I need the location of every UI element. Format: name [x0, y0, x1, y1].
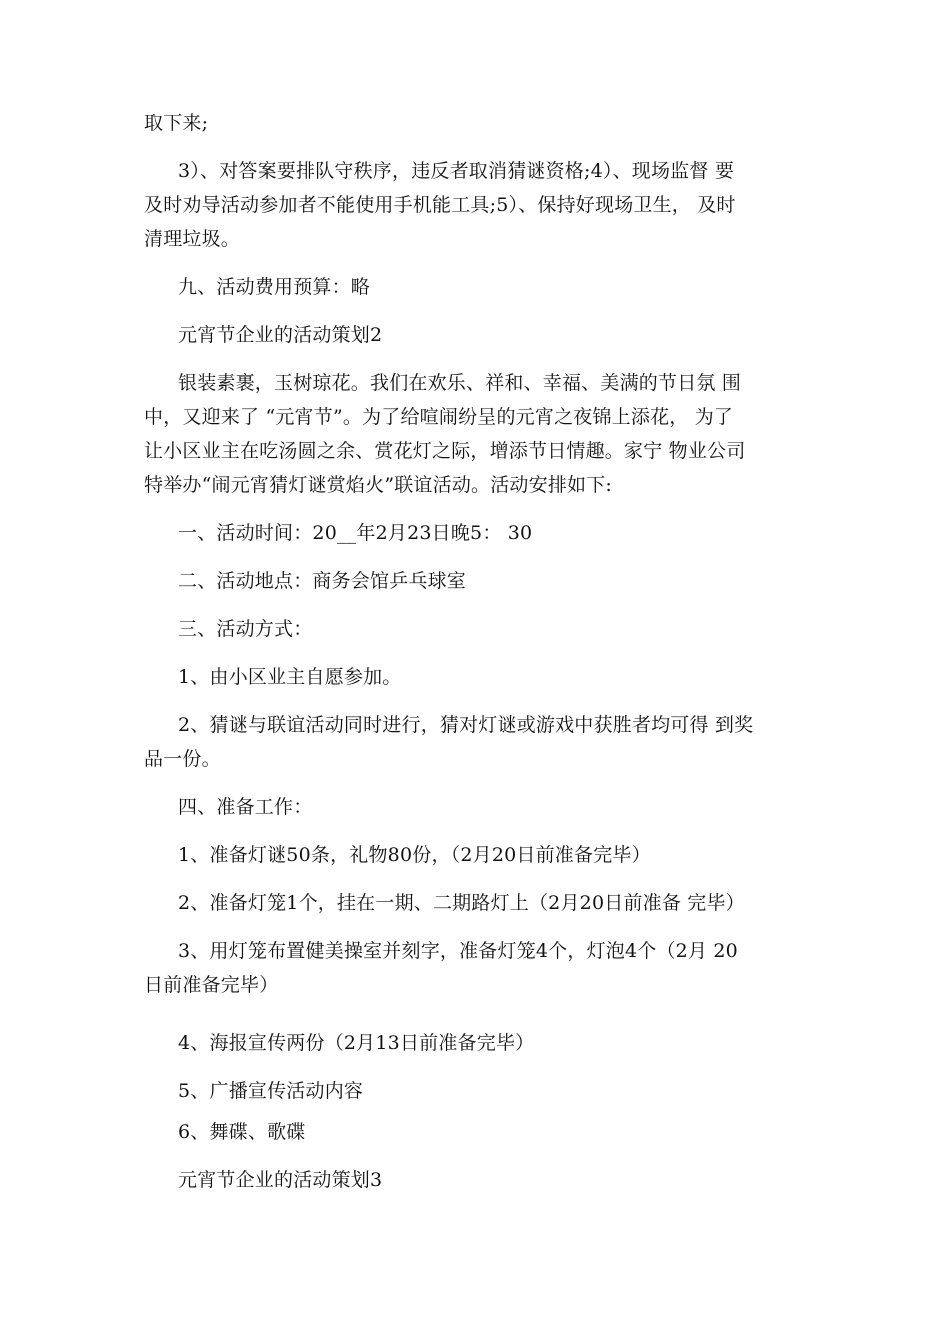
section-heading: 九、活动费用预算：略 — [178, 276, 371, 298]
section-heading: 四、准备工作： — [178, 796, 313, 818]
list-item: 2、准备灯笼1个，挂在一期、二期路灯上（2月20日前准备 完毕） — [178, 892, 745, 914]
text-line: 中，又迎来了 “元宵节”。为了给喧闹纷呈的元宵之夜锦上添花， 为了 — [144, 406, 734, 428]
list-item: 2、猜谜与联谊活动同时进行，猜对灯谜或游戏中获胜者均可得 到奖 — [178, 714, 754, 736]
list-item: 1、准备灯谜50条，礼物80份，（2月20日前准备完毕） — [178, 844, 651, 866]
list-item: 5、广播宣传活动内容 — [178, 1080, 364, 1102]
list-item: 4、海报宣传两份（2月13日前准备完毕） — [178, 1032, 535, 1054]
text-line: 品一份。 — [144, 748, 221, 770]
text-line: 3）、对答案要排队守秩序，违反者取消猜谜资格;4）、现场监督 要 — [178, 160, 735, 182]
list-item: 6、舞碟、歌碟 — [178, 1121, 306, 1143]
section-heading: 三、活动方式： — [178, 618, 313, 640]
text-line: 取下来; — [144, 112, 209, 134]
list-item: 1、由小区业主自愿参加。 — [178, 666, 402, 688]
text-line: 日前准备完毕） — [144, 974, 279, 996]
text-line: 二、活动地点：商务会馆乒乓球室 — [178, 570, 467, 592]
section-title: 元宵节企业的活动策划3 — [178, 1169, 383, 1191]
text-line: 让小区业主在吃汤圆之余、赏花灯之际，增添节日情趣。家宁 物业公司 — [144, 440, 746, 462]
section-title: 元宵节企业的活动策划2 — [178, 324, 383, 346]
text-line: 特举办“闹元宵猜灯谜赏焰火”联谊活动。活动安排如下: — [144, 474, 613, 496]
text-line: 一、活动时间：20__年2月23日晚5： 30 — [178, 522, 533, 544]
text-line: 清理垃圾。 — [144, 228, 241, 250]
text-line: 及时劝导活动参加者不能使用手机能工具;5）、保持好现场卫生， 及时 — [144, 194, 736, 216]
list-item: 3、用灯笼布置健美操室并刻字，准备灯笼4个，灯泡4个（2月 20 — [178, 940, 738, 962]
text-line: 银装素裹，玉树琼花。我们在欢乐、祥和、幸福、美满的节日氛 围 — [178, 372, 742, 394]
